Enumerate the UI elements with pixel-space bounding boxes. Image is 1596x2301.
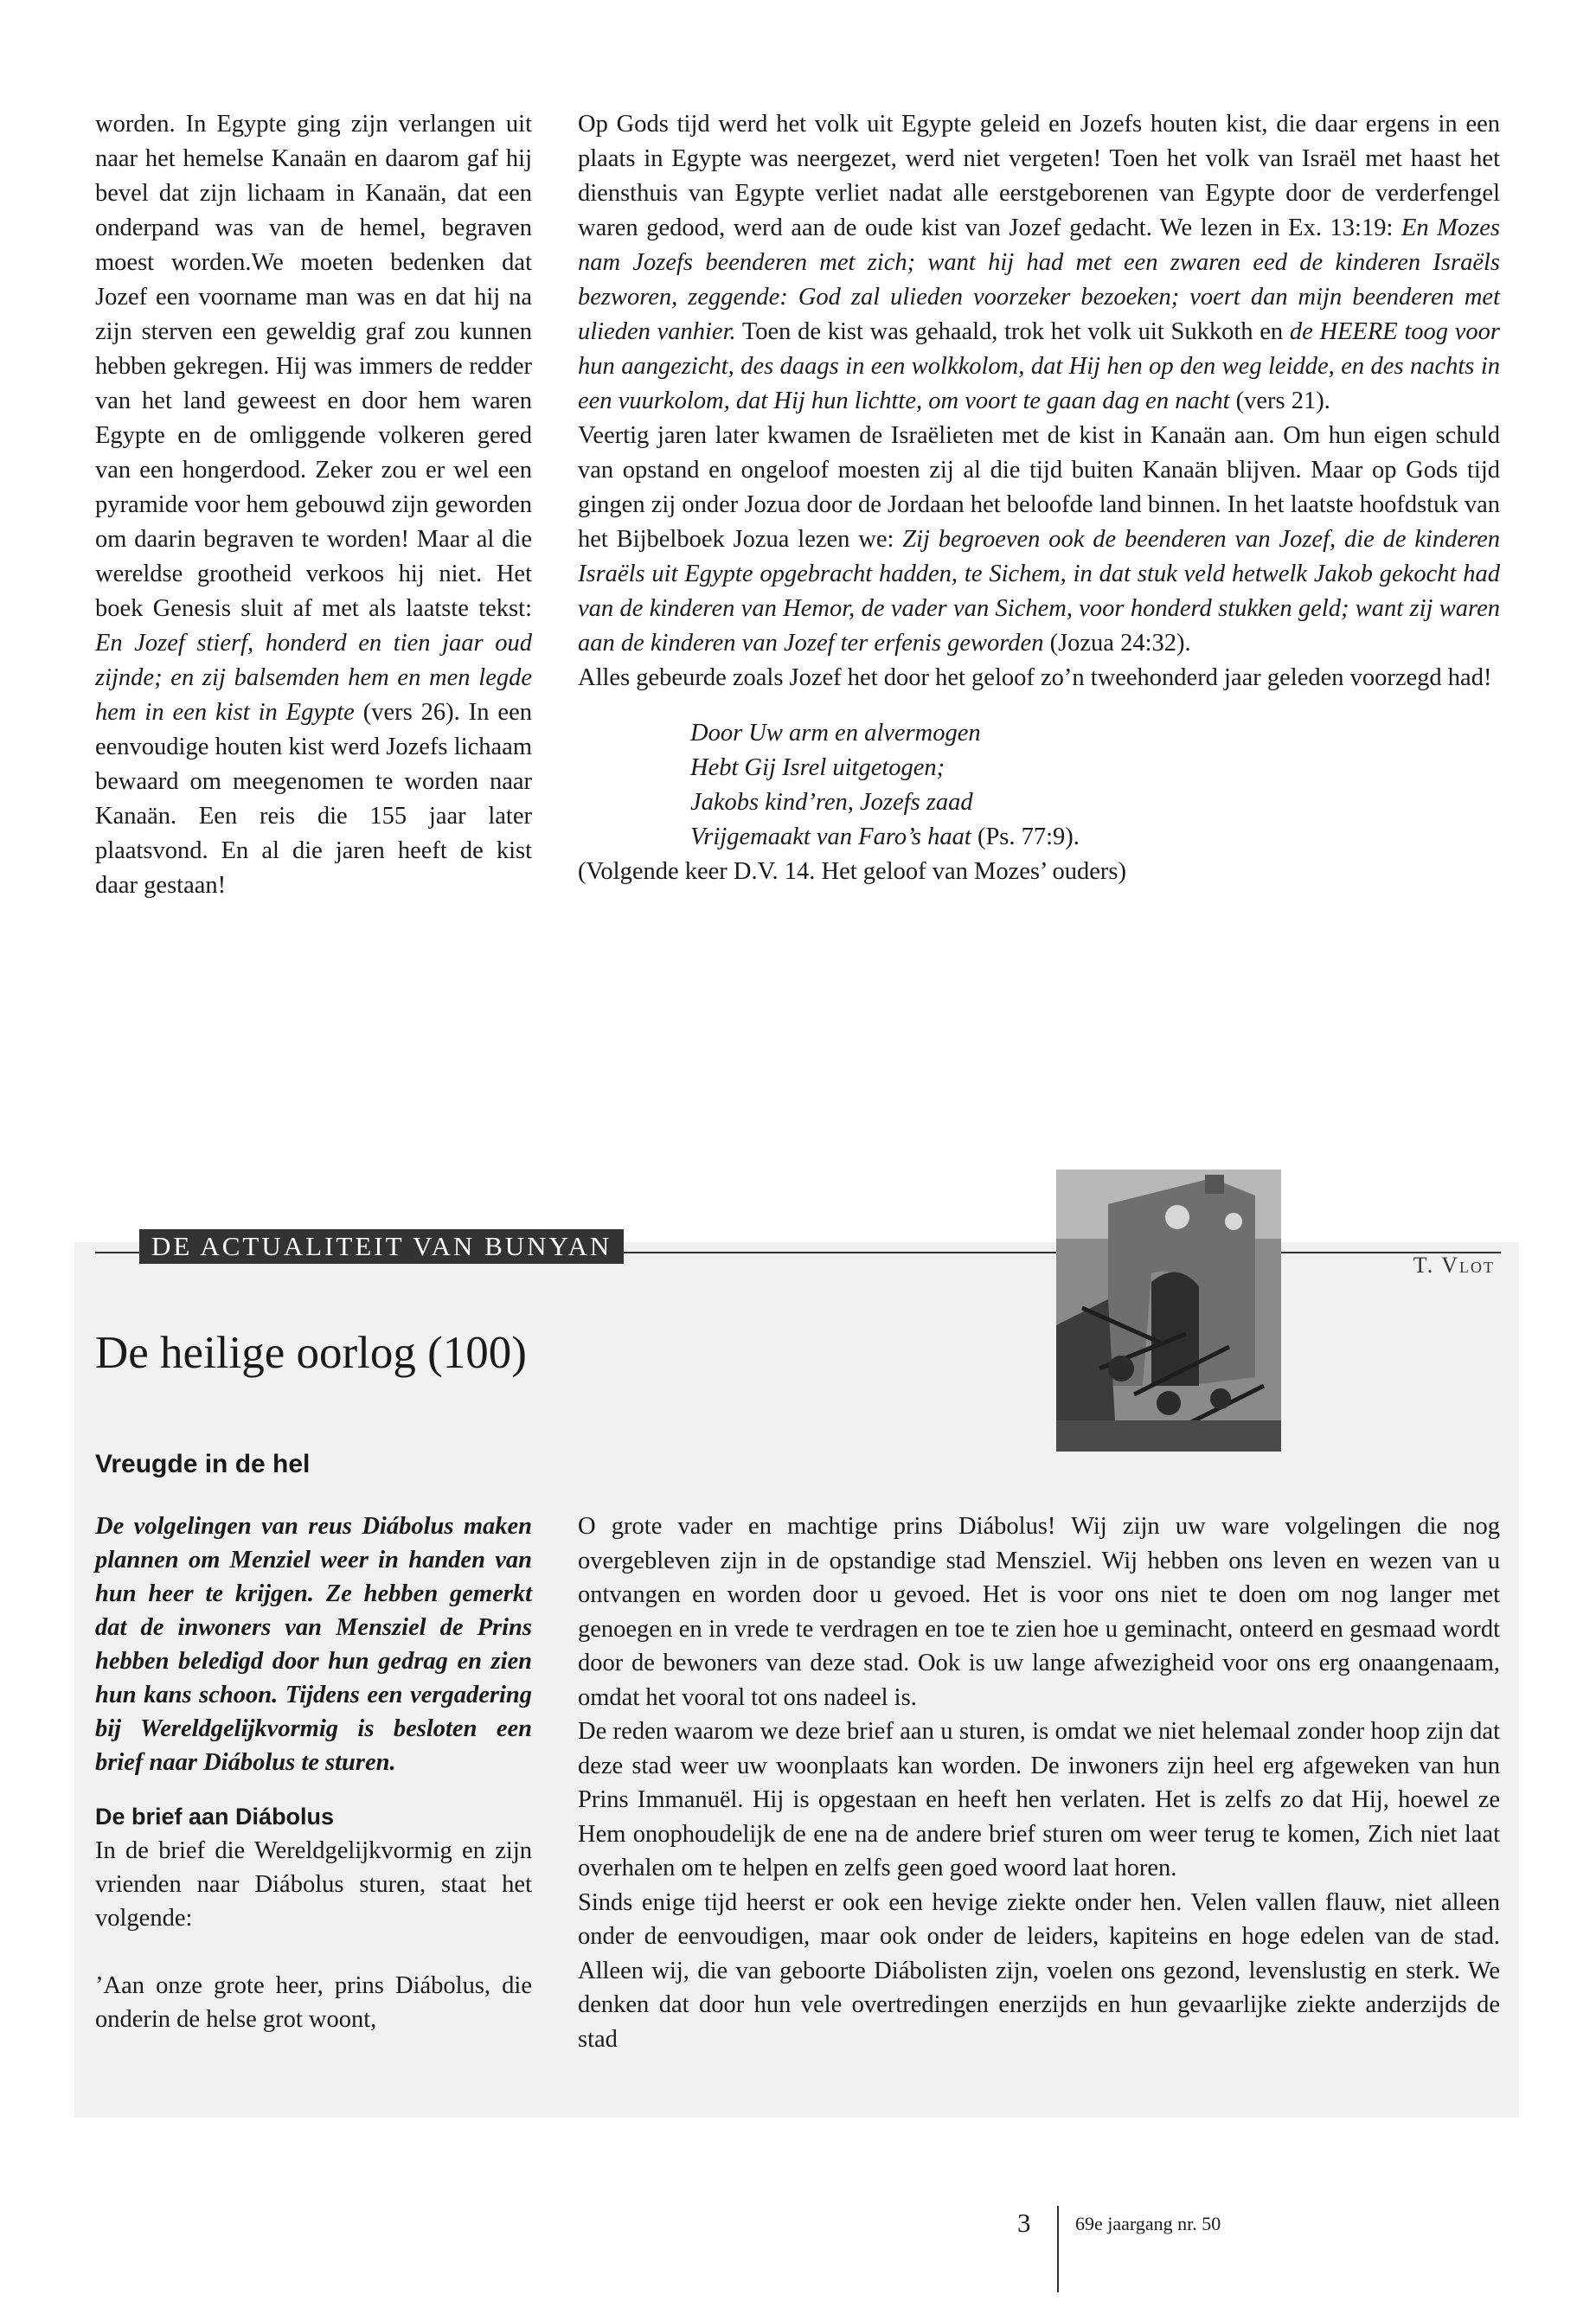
article-left-column — [95, 1509, 532, 2036]
subheading-2: De brief aan Diábolus — [95, 1804, 335, 1830]
poem — [690, 716, 1500, 855]
article-title: De heilige oorlog (100) — [95, 1328, 527, 1378]
subheading: Vreugde in de hel — [95, 1450, 311, 1478]
letter-paragraph-1: O grote vader en machtige prins Diábolus! Wij zijn uw ware volgelingen die nog overgebleven zijn in de opstandige stad Mensziel. Wij hebben ons leven en wezen van u ontvangen en worden door u gevoed. Het is voor ons niet te doen om nog langer met genoegen en in vrede te verdragen en toe te zien hoe u geminacht, onteerd en gesmaad wordt door de bewoners van deze stad. Ook is uw lange afwezigheid voor ons erg onaangenaam, omdat het vooral tot ons nadeel is. — [578, 1513, 1500, 1711]
section-label: DE ACTUALITEIT VAN BUNYAN — [139, 1229, 624, 1264]
article-illustration — [1056, 1170, 1281, 1452]
poem-line: Jakobs kind’ren, Jozefs zaad — [690, 789, 973, 816]
article-intro: De volgelingen van reus Diábolus maken plannen om Menziel weer in handen van hun heer te krijgen. Ze hebben gemerkt dat de inwoners van Mensziel de Prins hebben beledigd door hun gedrag en zien hun kans schoon. Tijdens een vergadering bij Wereldgelijkvormig is besloten een brief naar Diábolus te sturen. — [95, 1513, 532, 1776]
letter-paragraph-2: De reden waarom we deze brief aan u sturen, is omdat we niet helemaal zonder hoop zijn dat deze stad weer uw woonplaats kan worden. De inwoners zijn heel erg afgeweken van hun Prins Immanuël. Hij is opgestaan en heeft hen verlaten. Het is zelfs zo dat Hij, hoewel ze Hem onophoudelijk de ene na de andere brief sturen om weer terug te komen, Zich niet laat overhalen om te helpen en zelfs geen goed woord laat horen. — [578, 1718, 1500, 1881]
article-right-column — [578, 1509, 1500, 2056]
journal-info: 69e jaargang nr. 50 — [1075, 2213, 1221, 2234]
page-number: 3 — [1017, 2208, 1031, 2238]
right-paragraph-1: Op Gods tijd werd het volk uit Egypte geleid en Jozefs houten kist, die daar ergens in een plaats in Egypte was neergezet, werd niet vergeten! Toen het volk van Israël met haast het diensthuis van Egypte verliet nadat alle eerstgeborenen van Egypte door de verderfengel waren gedood, werd aan de oude kist van Jozef gedacht. We lezen in Ex. 13:19: En Mozes nam Jozefs beenderen met zich; want hij had met een zwaren eed de kinderen Israëls bezworen, zeggende: God zal ulieden voorzeker bezoeken; voert dan mijn beenderen met ulieden vanhier. Toen de kist was gehaald, trok het volk uit Sukkoth en de HEERE toog voor hun aangezicht, des daags in een wolkkolom, dat Hij hen op den weg leidde, en des nachts in een vuurkolom, dat Hij hun lichtte, om voort te gaan dag en nacht (vers 21). — [578, 111, 1501, 414]
author-name: T. Vlot — [1413, 1253, 1495, 1278]
right-paragraph-2: Veertig jaren later kwamen de Israëlieten met de kist in Kanaän aan. Om hun eigen schuld van opstand en ongeloof moesten zij al die tijd buiten Kanaän blijven. Maar op Gods tijd gingen zij onder Jozua door de Jordaan het beloofde land binnen. In het laatste hoofdstuk van het Bijbelboek Jozua lezen we: Zij begroeven ook de beenderen van Jozef, die de kinderen Israëls uit Egypte opgebracht hadden, te Sichem, in dat stuk veld hetwelk Jakob gekocht had van de kinderen van Hemor, de vader van Sichem, voor honderd stukken geld; want zij waren aan de kinderen van Jozef ter erfenis geworden (Jozua 24:32). — [578, 422, 1501, 657]
footer-divider — [1057, 2206, 1059, 2292]
scripture-quote: En Mozes nam Jozefs beenderen met zich; want hij had met een zwaren eed de kinderen Israëls bezworen, zeggende: God zal ulieden voorzeker bezoeken; voert dan mijn beenderen met ulieden vanhier. — [578, 215, 1501, 345]
poem-line: Hebt Gij Isrel uitgetogen; — [690, 754, 945, 781]
left-column-text: worden. In Egypte ging zijn verlangen uit naar het hemelse Kanaän en daarom gaf hij bevel dat zijn lichaam in Kanaän, dat een onderpand was van de hemel, begraven moest worden.We moeten bedenken dat Jozef een voorname man was en dat hij na zijn sterven een geweldig graf zou kunnen hebben gekregen. Hij was immers de redder van het land geweest en door hem waren Egypte en de omliggende volkeren gered van een hongerdood. Zeker zou er wel een pyramide voor hem gebouwd zijn geworden om daarin begraven te worden! Maar al die wereldse grootheid verkoos hij niet. Het boek Genesis sluit af met als laatste tekst: En Jozef stierf, honderd en tien jaar oud zijnde; en zij balsemden hem en men legde hem in een kist in Egypte (vers 26). In een eenvoudige houten kist werd Jozefs lichaam bewaard om meegenomen te worden naar Kanaän. Een reis die 155 jaar later plaatsvond. En al die jaren heeft de kist daar gestaan! — [95, 111, 532, 899]
left-column — [95, 107, 532, 903]
right-paragraph-3: Alles gebeurde zoals Jozef het door het geloof zo’n tweehonderd jaar geleden voorzegd had! — [578, 664, 1492, 691]
scripture-quote: En Jozef stierf, honderd en tien jaar oud zijnde; en zij balsemden hem en men legde hem in een kist in Egypte — [95, 630, 532, 726]
poem-line: Door Uw arm en alvermogen — [690, 720, 981, 747]
poem-line: Vrijgemaakt van Faro’s haat (Ps. 77:9). — [690, 824, 1080, 850]
scripture-quote: Zij begroeven ook de beenderen van Jozef, die de kinderen Israëls uit Egypte opgebracht hadden, te Sichem, in dat stuk veld hetwelk Jakob gekocht had van de kinderen van Hemor, de vader van Sichem, voor honderd stukken geld; want zij waren aan de kinderen van Jozef ter erfenis geworden — [578, 526, 1501, 657]
poem-reference: (Ps. 77:9). — [971, 824, 1080, 850]
letter-opening: ’Aan onze grote heer, prins Diábolus, die onderin de helse grot woont, — [95, 1972, 532, 2033]
scripture-quote: de HEERE toog voor hun aangezicht, des daags in een wolkkolom, dat Hij hen op den weg leidde, en des nachts in een vuurkolom, dat Hij hun lichtte, om voort te gaan dag en nacht — [578, 318, 1500, 414]
letter-paragraph-3: Sinds enige tijd heerst er ook een hevige ziekte onder hen. Velen vallen flauw, niet alleen onder de eenvoudigen, maar ook onder de leiders, kapiteins en hoge edelen van de stad. Alleen wij, die van geboorte Diábolisten zijn, voelen ons gezond, levenslustig en sterk. We denken dat door hun vele overtredingen enerzijds en hun gevaarlijke ziekte anderzijds de stad — [578, 1888, 1500, 2053]
next-episode-note: (Volgende keer D.V. 14. Het geloof van Mozes’ ouders) — [578, 858, 1126, 885]
right-column — [578, 107, 1500, 889]
article-paragraph: In de brief die Wereldgelijkvormig en zijn vrienden naar Diábolus sturen, staat het volgende: — [95, 1837, 532, 1932]
